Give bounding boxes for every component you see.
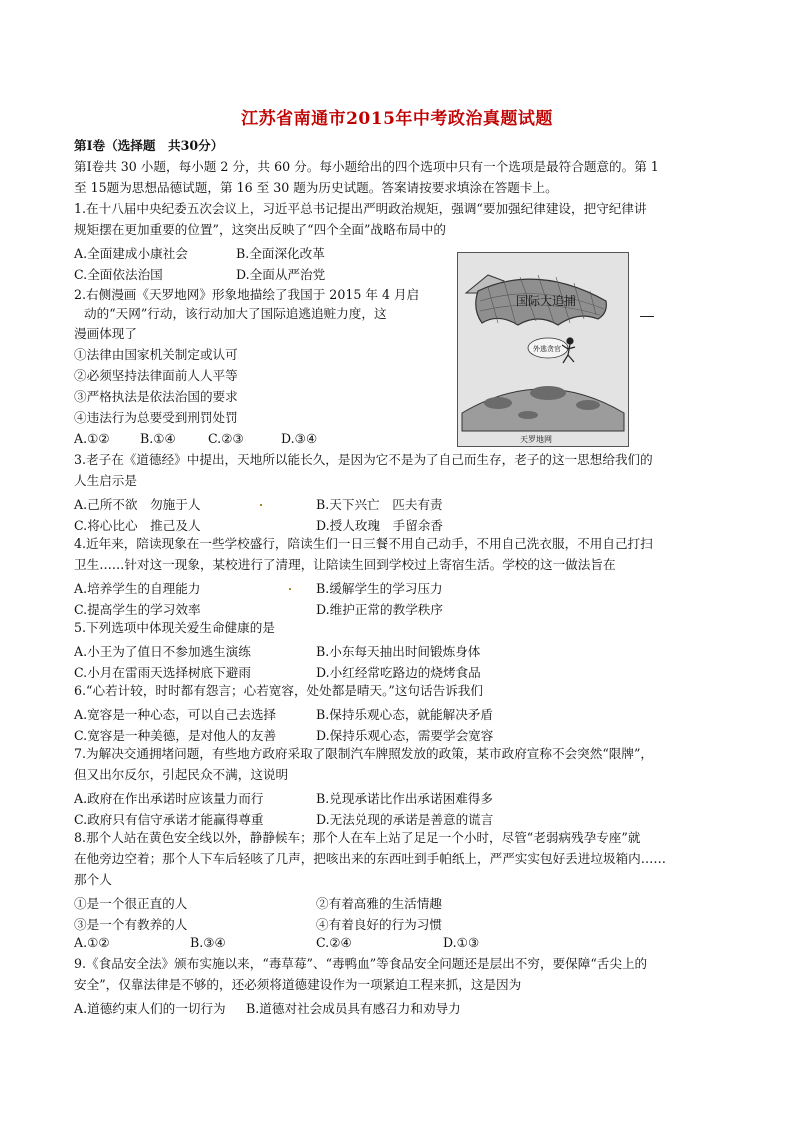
q8-stem-line: 在他旁边空着；那个人下车后轻咳了几声，把咳出来的东西吐到手帕纸上，严严实实包好丢进垃圾箱内…… xyxy=(74,851,666,866)
q8-item: ②有着高雅的生活情趣 xyxy=(316,896,442,911)
q1-option-b: B.全面深化改革 xyxy=(236,246,325,261)
q1-option-c: C.全面依法治国 xyxy=(74,267,163,282)
q5-option-a: A.小王为了值日不参加逃生演练 xyxy=(74,644,251,659)
q3-option-c: C.将心比心 推己及人 xyxy=(74,518,201,533)
cartoon-bubble-label: 外逃贪官 xyxy=(533,345,561,353)
q2-item: ②必须坚持法律面前人人平等 xyxy=(74,368,238,383)
scan-speck xyxy=(289,588,291,590)
q3-option-a: A.己所不欲 勿施于人 xyxy=(74,497,201,512)
q7-option-d: D.无法兑现的承诺是善意的谎言 xyxy=(316,812,494,827)
instructions-line: 第Ⅰ卷共 30 小题，每小题 2 分，共 60 分。每小题给出的四个选项中只有一个选项是最符合题意的。第 1 xyxy=(74,159,659,174)
q4-stem-line: 4.近年来，陪读现象在一些学校盛行，陪读生们一日三餐不用自己动手，不用自己洗衣服，不用自己打扫 xyxy=(74,536,653,551)
q7-stem-line: 7.为解决交通拥堵问题，有些地方政府采取了限制汽车牌照发放的政策，某市政府宣称不会突然“限牌”， xyxy=(74,746,654,761)
q8-option-c: C.②④ xyxy=(316,935,352,950)
q7-option-a: A.政府在作出承诺时应该量力而行 xyxy=(74,791,264,806)
q4-option-b: B.缓解学生的学习压力 xyxy=(316,581,443,596)
page-title: 江苏省南通市2015年中考政治真题试题 xyxy=(241,109,553,129)
q1-stem-line: 规矩摆在更加重要的位置”，这突出反映了“四个全面”战略布局中的 xyxy=(74,222,446,237)
q4-option-d: D.维护正常的教学秩序 xyxy=(316,602,443,617)
cartoon-net-label: 国际大追捕 xyxy=(516,294,577,308)
section-header: 第Ⅰ卷（选择题 共30分） xyxy=(74,138,224,153)
q3-option-d: D.授人玫瑰 手留余香 xyxy=(316,518,443,533)
q8-item: ①是一个很正直的人 xyxy=(74,896,188,911)
q2-item: ③严格执法是依法治国的要求 xyxy=(74,389,238,404)
q7-option-b: B.兑现承诺比作出承诺困难得多 xyxy=(316,791,493,806)
q8-option-b: B.③④ xyxy=(190,935,226,950)
q4-option-a: A.培养学生的自理能力 xyxy=(74,581,201,596)
q6-option-c: C.宽容是一种美德，是对他人的友善 xyxy=(74,728,277,743)
q3-option-b: B.天下兴亡 匹夫有责 xyxy=(316,497,443,512)
scan-speck xyxy=(260,504,262,506)
cartoon-illustration xyxy=(458,253,628,446)
q2-option-d: D.③④ xyxy=(281,431,318,446)
q1-stem-line: 1.在十八届中央纪委五次会议上，习近平总书记提出严明政治规矩，强调“要加强纪律建设，把守纪律讲 xyxy=(74,201,647,216)
q6-option-b: B.保持乐观心态，就能解决矛盾 xyxy=(316,707,493,722)
q3-stem-line: 人生启示是 xyxy=(74,473,137,488)
q5-option-c: C.小月在雷雨天选择树底下避雨 xyxy=(74,665,251,680)
q7-option-c: C.政府只有信守承诺才能赢得尊重 xyxy=(74,812,264,827)
q9-option-b: B.道德对社会成员具有感召力和劝导力 xyxy=(246,1001,461,1016)
q3-stem-line: 3.老子在《道德经》中提出，天地所以能长久，是因为它不是为了自己而生存，老子的这一思想给我们的 xyxy=(74,452,653,467)
q5-option-b: B.小东每天抽出时间锻炼身体 xyxy=(316,644,481,659)
q8-stem-line: 那个人 xyxy=(74,872,112,887)
q8-stem-line: 8.那个人站在黄色安全线以外，静静候车；那个人在车上站了足足一个小时，尽管“老弱病残孕专座”就 xyxy=(74,830,641,845)
instructions-line: 至 15题为思想品德试题，第 16 至 30 题为历史试题。答案请按要求填涂在答题卡上。 xyxy=(74,180,558,195)
q2-item: ①法律由国家机关制定或认可 xyxy=(74,347,238,362)
cartoon-image xyxy=(457,252,629,447)
q9-stem-line: 安全”，仅靠法律是不够的，还必须将道德建设作为一项紧迫工程来抓，这是因为 xyxy=(74,977,522,992)
q2-stem-line: 动的“天网”行动，该行动加大了国际追逃追赃力度，这 xyxy=(84,306,387,321)
q1-option-d: D.全面从严治党 xyxy=(236,267,326,282)
q5-option-d: D.小红经常吃路边的烧烤食品 xyxy=(316,665,481,680)
q2-option-b: B.①④ xyxy=(140,431,176,446)
q2-stem-line: 漫画体现了 xyxy=(74,326,137,341)
q6-option-a: A.宽容是一种心态，可以自己去选择 xyxy=(74,707,277,722)
q2-option-a: A.①② xyxy=(74,431,110,446)
q2-option-c: C.②③ xyxy=(208,431,244,446)
q6-stem-line: 6.“心若计较，时时都有怨言；心若宽容，处处都是晴天。”这句话告诉我们 xyxy=(74,683,483,698)
q1-option-a: A.全面建成小康社会 xyxy=(74,246,188,261)
q8-option-d: D.①③ xyxy=(443,935,480,950)
q4-option-c: C.提高学生的学习效率 xyxy=(74,602,201,617)
q6-option-d: D.保持乐观心态，需要学会宽容 xyxy=(316,728,494,743)
q7-stem-line: 但又出尔反尔，引起民众不满，这说明 xyxy=(74,767,289,782)
cartoon-caption: 天罗地网 xyxy=(520,435,552,444)
q9-option-a: A.道德约束人们的一切行为 xyxy=(74,1001,226,1016)
q8-item: ③是一个有教养的人 xyxy=(74,917,188,932)
q2-stem-line: 2.右侧漫画《天罗地网》形象地描绘了我国于 2015 年 4 月启 xyxy=(74,287,420,302)
q2-item: ④违法行为总要受到刑罚处罚 xyxy=(74,410,238,425)
dash-mark xyxy=(640,316,654,317)
q5-stem-line: 5.下列选项中体现关爱生命健康的是 xyxy=(74,620,275,635)
q9-stem-line: 9.《食品安全法》颁布实施以来，“毒草莓”、“毒鸭血”等食品安全问题还是层出不穷，要保障“舌尖上的 xyxy=(74,956,648,971)
q4-stem-line: 卫生……针对这一现象，某校进行了清理，让陪读生回到学校过上寄宿生活。学校的这一做法旨在 xyxy=(74,557,616,572)
q8-option-a: A.①② xyxy=(74,935,110,950)
q8-item: ④有着良好的行为习惯 xyxy=(316,917,442,932)
